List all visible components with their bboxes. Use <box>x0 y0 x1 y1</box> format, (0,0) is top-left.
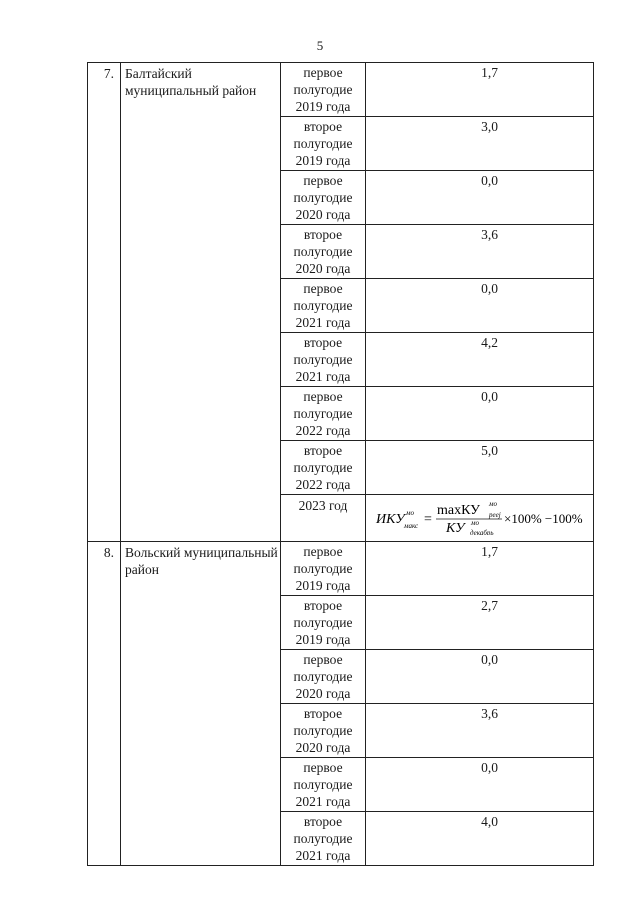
value-cell: 0,0 <box>366 387 594 441</box>
value-cell: 1,7 <box>366 63 594 117</box>
period-cell: второе полугодие 2020 года <box>281 704 366 758</box>
period-cell: 2023 год <box>281 495 366 542</box>
period-cell: первое полугодие 2021 года <box>281 279 366 333</box>
value-cell: 1,7 <box>366 542 594 596</box>
period-cell: второе полугодие 2021 года <box>281 333 366 387</box>
period-cell: первое полугодие 2021 года <box>281 758 366 812</box>
value-cell: 5,0 <box>366 441 594 495</box>
period-cell: второе полугодие 2019 года <box>281 596 366 650</box>
formula-lhs-sup: мо <box>406 509 414 517</box>
value-cell: 0,0 <box>366 650 594 704</box>
page-number: 5 <box>316 38 324 53</box>
period-cell: первое полугодие 2019 года <box>281 63 366 117</box>
value-cell: 0,0 <box>366 758 594 812</box>
value-cell: 4,2 <box>366 333 594 387</box>
value-cell: 4,0 <box>366 812 594 866</box>
district-name: Вольский муниципальный район <box>121 542 281 866</box>
period-cell: первое полугодие 2020 года <box>281 171 366 225</box>
value-cell: 3,6 <box>366 704 594 758</box>
period-cell: первое полугодие 2022 года <box>281 387 366 441</box>
period-cell: первое полугодие 2019 года <box>281 542 366 596</box>
formula-denominator: КУ <box>446 521 465 535</box>
table-row <box>88 63 594 117</box>
value-cell: 3,0 <box>366 117 594 171</box>
table-row <box>88 542 594 596</box>
period-cell: второе полугодие 2022 года <box>281 441 366 495</box>
formula-den-sup: мо <box>471 519 479 527</box>
formula-numerator: maxКУ <box>437 503 481 518</box>
formula-lhs: ИКУ <box>376 512 405 527</box>
formula-num-sup: мо <box>489 501 497 508</box>
districts-table <box>87 62 594 866</box>
period-cell: второе полугодие 2019 года <box>281 117 366 171</box>
value-cell: 0,0 <box>366 171 594 225</box>
value-cell: 2,7 <box>366 596 594 650</box>
period-cell: первое полугодие 2020 года <box>281 650 366 704</box>
formula-tail: ×100% −100% <box>504 511 583 526</box>
formula-lhs-sub: макс <box>404 522 419 530</box>
formula <box>372 501 588 535</box>
row-number: 8. <box>88 542 121 866</box>
district-name: Балтайский муниципальный район <box>121 63 281 542</box>
formula-den-sub: декабрь <box>470 529 494 535</box>
value-cell: 0,0 <box>366 279 594 333</box>
period-cell: второе полугодие 2020 года <box>281 225 366 279</box>
formula-num-sub: peej <box>489 511 501 519</box>
row-number: 7. <box>88 63 121 542</box>
formula-equals: = <box>424 512 432 527</box>
value-cell: 3,6 <box>366 225 594 279</box>
formula-cell <box>366 495 594 542</box>
period-cell: второе полугодие 2021 года <box>281 812 366 866</box>
